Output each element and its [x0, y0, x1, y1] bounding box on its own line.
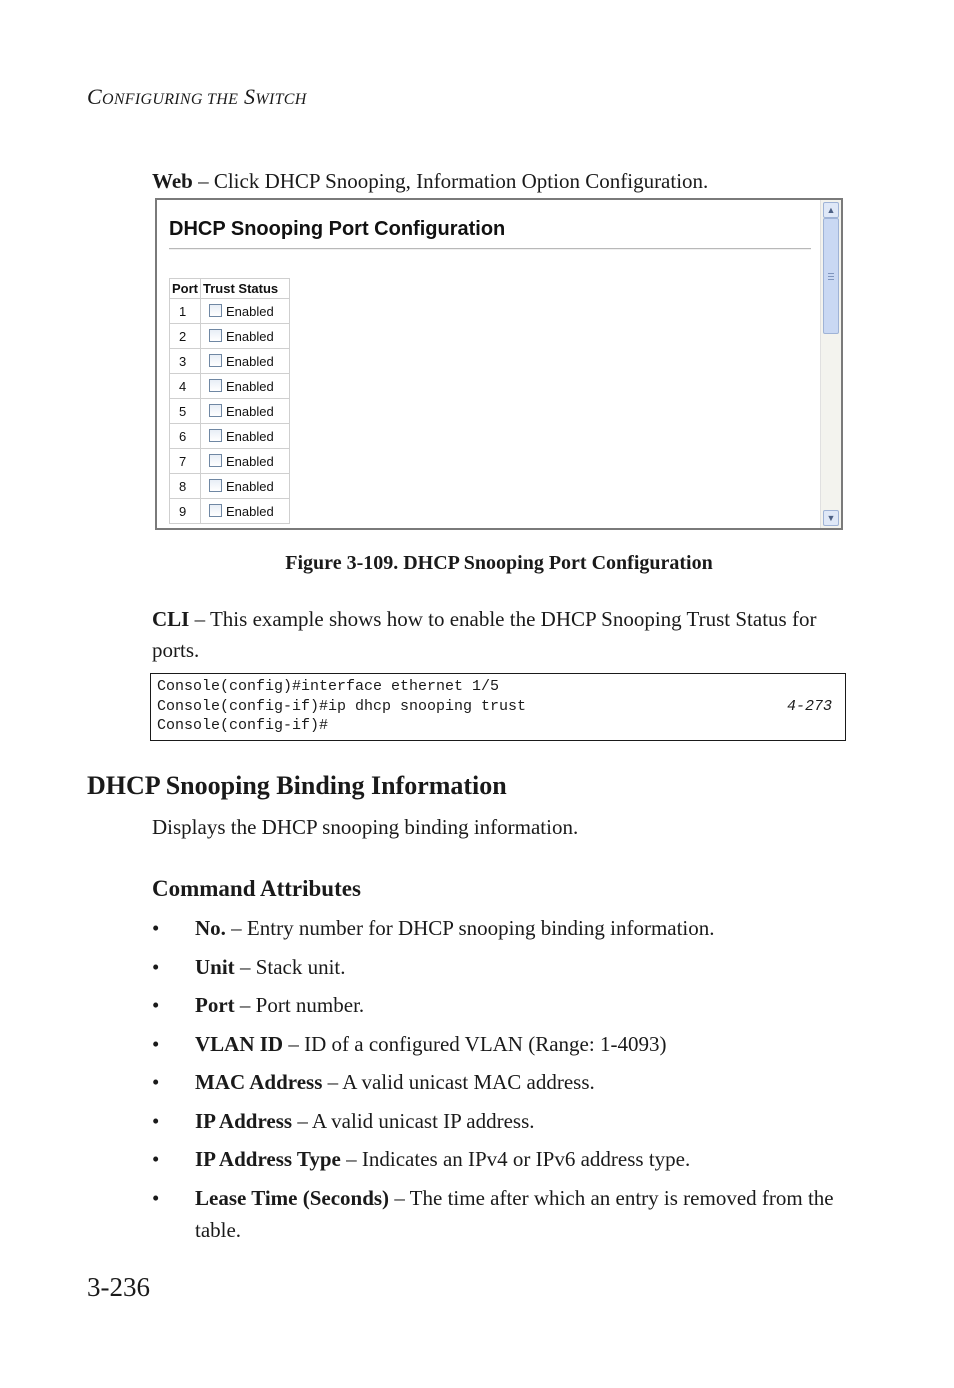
- table-row: [170, 449, 289, 473]
- trust-enabled-label: Enabled: [226, 453, 274, 469]
- bullet-icon: •: [152, 993, 160, 1017]
- trust-enabled-label: Enabled: [226, 478, 274, 494]
- port-number: 4: [170, 374, 200, 398]
- list-item: [152, 951, 842, 983]
- port-number: 8: [170, 474, 200, 498]
- web-label: Web: [152, 169, 193, 193]
- port-number: 7: [170, 449, 200, 473]
- table-row: [170, 399, 289, 423]
- bullet-icon: •: [152, 1185, 160, 1210]
- screenshot-frame: [155, 198, 843, 530]
- trust-status-cell: [201, 399, 289, 423]
- attribute-description: – Stack unit.: [234, 954, 346, 979]
- table-row: [170, 374, 289, 398]
- trust-status-cell: [201, 474, 289, 498]
- attribute-term: IP Address: [195, 1108, 293, 1133]
- cli-intro: CLI – This example shows how to enable the DHCP Snooping Trust Status for ports.: [152, 607, 817, 662]
- trust-enabled-checkbox[interactable]: [209, 379, 222, 392]
- attribute-description: – A valid unicast IP address.: [292, 1108, 535, 1133]
- trust-status-cell: [201, 374, 289, 398]
- bullet-icon: •: [152, 1147, 160, 1171]
- section-title: DHCP Snooping Binding Information: [87, 771, 507, 800]
- attributes-list: [152, 912, 842, 1252]
- trust-enabled-label: Enabled: [226, 378, 274, 394]
- attribute-description: – The time after which an entry is removed from the table.: [195, 1185, 834, 1242]
- code-line-1: Console(config)#interface ethernet 1/5: [157, 678, 500, 695]
- trust-enabled-checkbox[interactable]: [209, 479, 222, 492]
- port-number: 1: [170, 299, 200, 323]
- figure-caption: Figure 3-109. DHCP Snooping Port Configuration: [285, 552, 713, 574]
- attribute-description: – Indicates an IPv4 or IPv6 address type.: [340, 1147, 691, 1171]
- bullet-icon: •: [152, 1031, 160, 1056]
- trust-enabled-label: Enabled: [226, 403, 274, 419]
- port-number: 2: [170, 324, 200, 348]
- attribute-term: IP Address Type: [195, 1147, 341, 1171]
- trust-enabled-label: Enabled: [226, 303, 274, 319]
- cli-label: CLI: [152, 607, 190, 631]
- attribute-term: Lease Time (Seconds): [195, 1185, 390, 1210]
- table-row: [170, 299, 289, 323]
- attribute-term: No.: [195, 916, 226, 940]
- vertical-scrollbar[interactable]: [820, 200, 841, 528]
- scroll-thumb[interactable]: [823, 218, 839, 334]
- list-item: [152, 989, 842, 1021]
- section-intro: Displays the DHCP snooping binding information.: [152, 815, 579, 839]
- screenshot-title: DHCP Snooping Port Configuration: [169, 218, 506, 240]
- web-instruction: Web – Click DHCP Snooping, Information Option Configuration.: [152, 169, 709, 193]
- trust-status-cell: [201, 424, 289, 448]
- trust-enabled-label: Enabled: [226, 503, 274, 519]
- attribute-description: – ID of a configured VLAN (Range: 1-4093): [283, 1031, 667, 1056]
- attribute-description: – Entry number for DHCP snooping binding information.: [225, 916, 715, 940]
- trust-enabled-label: Enabled: [226, 428, 274, 444]
- list-item: [152, 1105, 842, 1137]
- attribute-term: Unit: [195, 954, 235, 979]
- trust-enabled-checkbox[interactable]: [209, 454, 222, 467]
- code-line-3: Console(config-if)#: [157, 717, 329, 734]
- bullet-icon: •: [152, 1108, 160, 1133]
- bullet-icon: •: [152, 916, 160, 940]
- list-item: [152, 1028, 842, 1060]
- attribute-term: VLAN ID: [195, 1031, 284, 1056]
- trust-enabled-checkbox[interactable]: [209, 304, 222, 317]
- code-example: [150, 673, 846, 741]
- list-item: [152, 912, 842, 944]
- trust-enabled-checkbox[interactable]: [209, 429, 222, 442]
- code-reference: 4-273: [786, 697, 832, 715]
- trust-enabled-checkbox[interactable]: [209, 354, 222, 367]
- page-number: 3-236: [87, 1272, 150, 1302]
- scroll-down-icon[interactable]: ▼: [823, 510, 839, 526]
- column-header-trust-status: Trust Status: [201, 279, 289, 298]
- column-header-port: Port: [172, 281, 198, 296]
- port-number: 9: [170, 499, 200, 523]
- list-item: [152, 1066, 842, 1098]
- scroll-up-icon[interactable]: ▲: [823, 202, 839, 218]
- bullet-icon: •: [152, 954, 160, 979]
- trust-enabled-checkbox[interactable]: [209, 504, 222, 517]
- attribute-term: MAC Address: [195, 1070, 323, 1094]
- list-item: [152, 1143, 842, 1175]
- table-row: [170, 324, 289, 348]
- trust-status-cell: [201, 499, 289, 523]
- trust-enabled-checkbox[interactable]: [209, 329, 222, 342]
- list-item: [152, 1182, 842, 1246]
- trust-status-cell: [201, 449, 289, 473]
- attribute-description: – Port number.: [234, 993, 365, 1017]
- trust-enabled-label: Enabled: [226, 353, 274, 369]
- trust-status-cell: [201, 324, 289, 348]
- port-table: [169, 278, 290, 524]
- title-divider: [169, 248, 811, 250]
- attributes-title: Command Attributes: [152, 876, 361, 901]
- port-number: 5: [170, 399, 200, 423]
- port-number: 6: [170, 424, 200, 448]
- table-row: [170, 424, 289, 448]
- table-row: [170, 474, 289, 498]
- trust-enabled-label: Enabled: [226, 328, 274, 344]
- port-number: 3: [170, 349, 200, 373]
- attribute-term: Port: [195, 993, 235, 1017]
- table-row: [170, 349, 289, 373]
- table-row: [170, 499, 289, 523]
- running-header: CONFIGURING THE SWITCH: [87, 84, 307, 109]
- trust-status-cell: [201, 299, 289, 323]
- code-line-2: Console(config-if)#ip dhcp snooping trust: [157, 697, 527, 715]
- attribute-description: – A valid unicast MAC address.: [322, 1070, 595, 1094]
- trust-enabled-checkbox[interactable]: [209, 404, 222, 417]
- bullet-icon: •: [152, 1070, 160, 1094]
- trust-status-cell: [201, 349, 289, 373]
